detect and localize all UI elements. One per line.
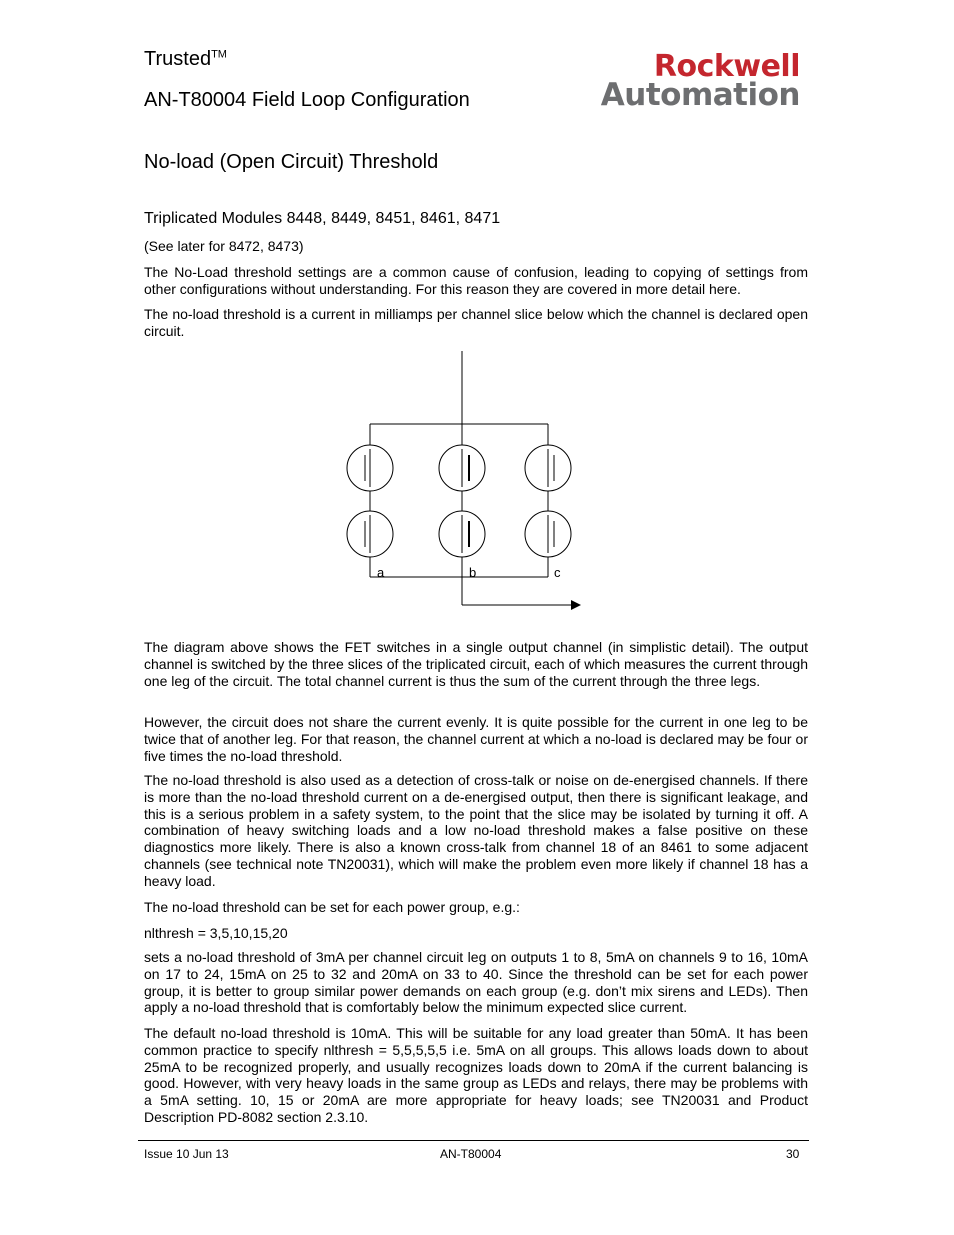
trademark-mark: TM [211,48,227,61]
paragraph-4: However, the circuit does not share the current evenly. It is quite possible for the current in one leg to be twice that of another leg. For that reason, the channel current at which a no-load is declared may be four or five times the no-load threshold. [144,714,808,764]
fet-switch-c-lower [525,511,571,557]
paragraph-2: The no-load threshold is a current in milliamps per channel slice below which the channel is declared open circuit. [144,306,808,339]
leg-label-c: c [554,565,561,580]
brand-name: Trusted [144,48,212,70]
logo-line-1: Rockwell [653,49,800,84]
paragraph-3: The diagram above shows the FET switches in a single output channel (in simplistic detail). The output channel is switched by the three slices of the triplicated circuit, each of which measures the current through one leg of the circuit. The total channel current is thus the sum of the current through the three legs. [144,639,808,689]
paragraph-see-later: (See later for 8472, 8473) [144,238,304,254]
section-title: No-load (Open Circuit) Threshold [144,151,439,173]
paragraph-9: The default no-load threshold is 10mA. This will be suitable for any load greater than 50mA. It has been common practice to specify nlthresh = 5,5,5,5,5 i.e. 5mA on all groups. This allows loads down to about 25mA to be recognized properly, and usually recognizes loads down to 20mA if the current balancing is good. However, with very heavy loads in the same group as LEDs and relays, there may be problems with a 5mA setting. 10, 15 or 20mA are more appropriate for heavy loads; see TN20031 and Product Description PD-8082 section 2.3.10. [144,1025,808,1125]
footer-issue: Issue 10 Jun 13 [144,1147,229,1161]
paragraph-6: The no-load threshold can be set for each power group, e.g.: [144,899,520,915]
fet-switch-diagram [330,345,600,620]
fet-switch-a-upper [347,445,393,491]
fet-switch-a-lower [347,511,393,557]
footer-doc-id: AN-T80004 [440,1147,502,1161]
fet-switch-c-upper [525,445,571,491]
paragraph-8: sets a no-load threshold of 3mA per channel circuit leg on outputs 1 to 8, 5mA on channels 9 to 16, 10mA on 17 to 24, 15mA on 25 to 32 and 20mA on 33 to 40. Since the threshold can be set for each power group, it is better to group similar power demands on each group (e.g. don’t mix sirens and LEDs). Then apply a no-load threshold that is comfortably below the minimum expected slice current. [144,949,808,1016]
leg-label-b: b [469,565,477,580]
paragraph-1: The No-Load threshold settings are a common cause of confusion, leading to copying of settings from other configurations without understanding. For this reason they are covered in more detail here. [144,264,808,297]
logo-line-2: Automation [600,77,800,113]
rockwell-automation-logo [567,49,802,113]
paragraph-5: The no-load threshold is also used as a detection of cross-talk or noise on de-energised channels. If there is more than the no-load threshold current on a de-energised output, then there is significant leakage, and this is a serious problem in a safety system, to the point that the slice may be isolated by turning it off. A combination of heavy switching loads and a low no-load threshold makes a false positive on these diagnostics more likely. There is also a known cross-talk from channel 18 of an 8461 to some adjacent channels (see technical note TN20031), which will make the problem even more likely if channel 18 has a heavy load. [144,772,808,889]
document-title: AN-T80004 Field Loop Configuration [144,89,470,111]
fet-switch-b-upper [439,445,485,491]
section-subtitle: Triplicated Modules 8448, 8449, 8451, 8461, 8471 [144,210,501,227]
fet-switch-b-lower [439,511,485,557]
footer-divider [138,1140,809,1141]
code-example: nlthresh = 3,5,10,15,20 [144,925,288,941]
leg-label-a: a [377,565,385,580]
brand-title [144,47,227,71]
footer-page-number: 30 [786,1147,800,1161]
output-arrow-icon [571,600,581,610]
